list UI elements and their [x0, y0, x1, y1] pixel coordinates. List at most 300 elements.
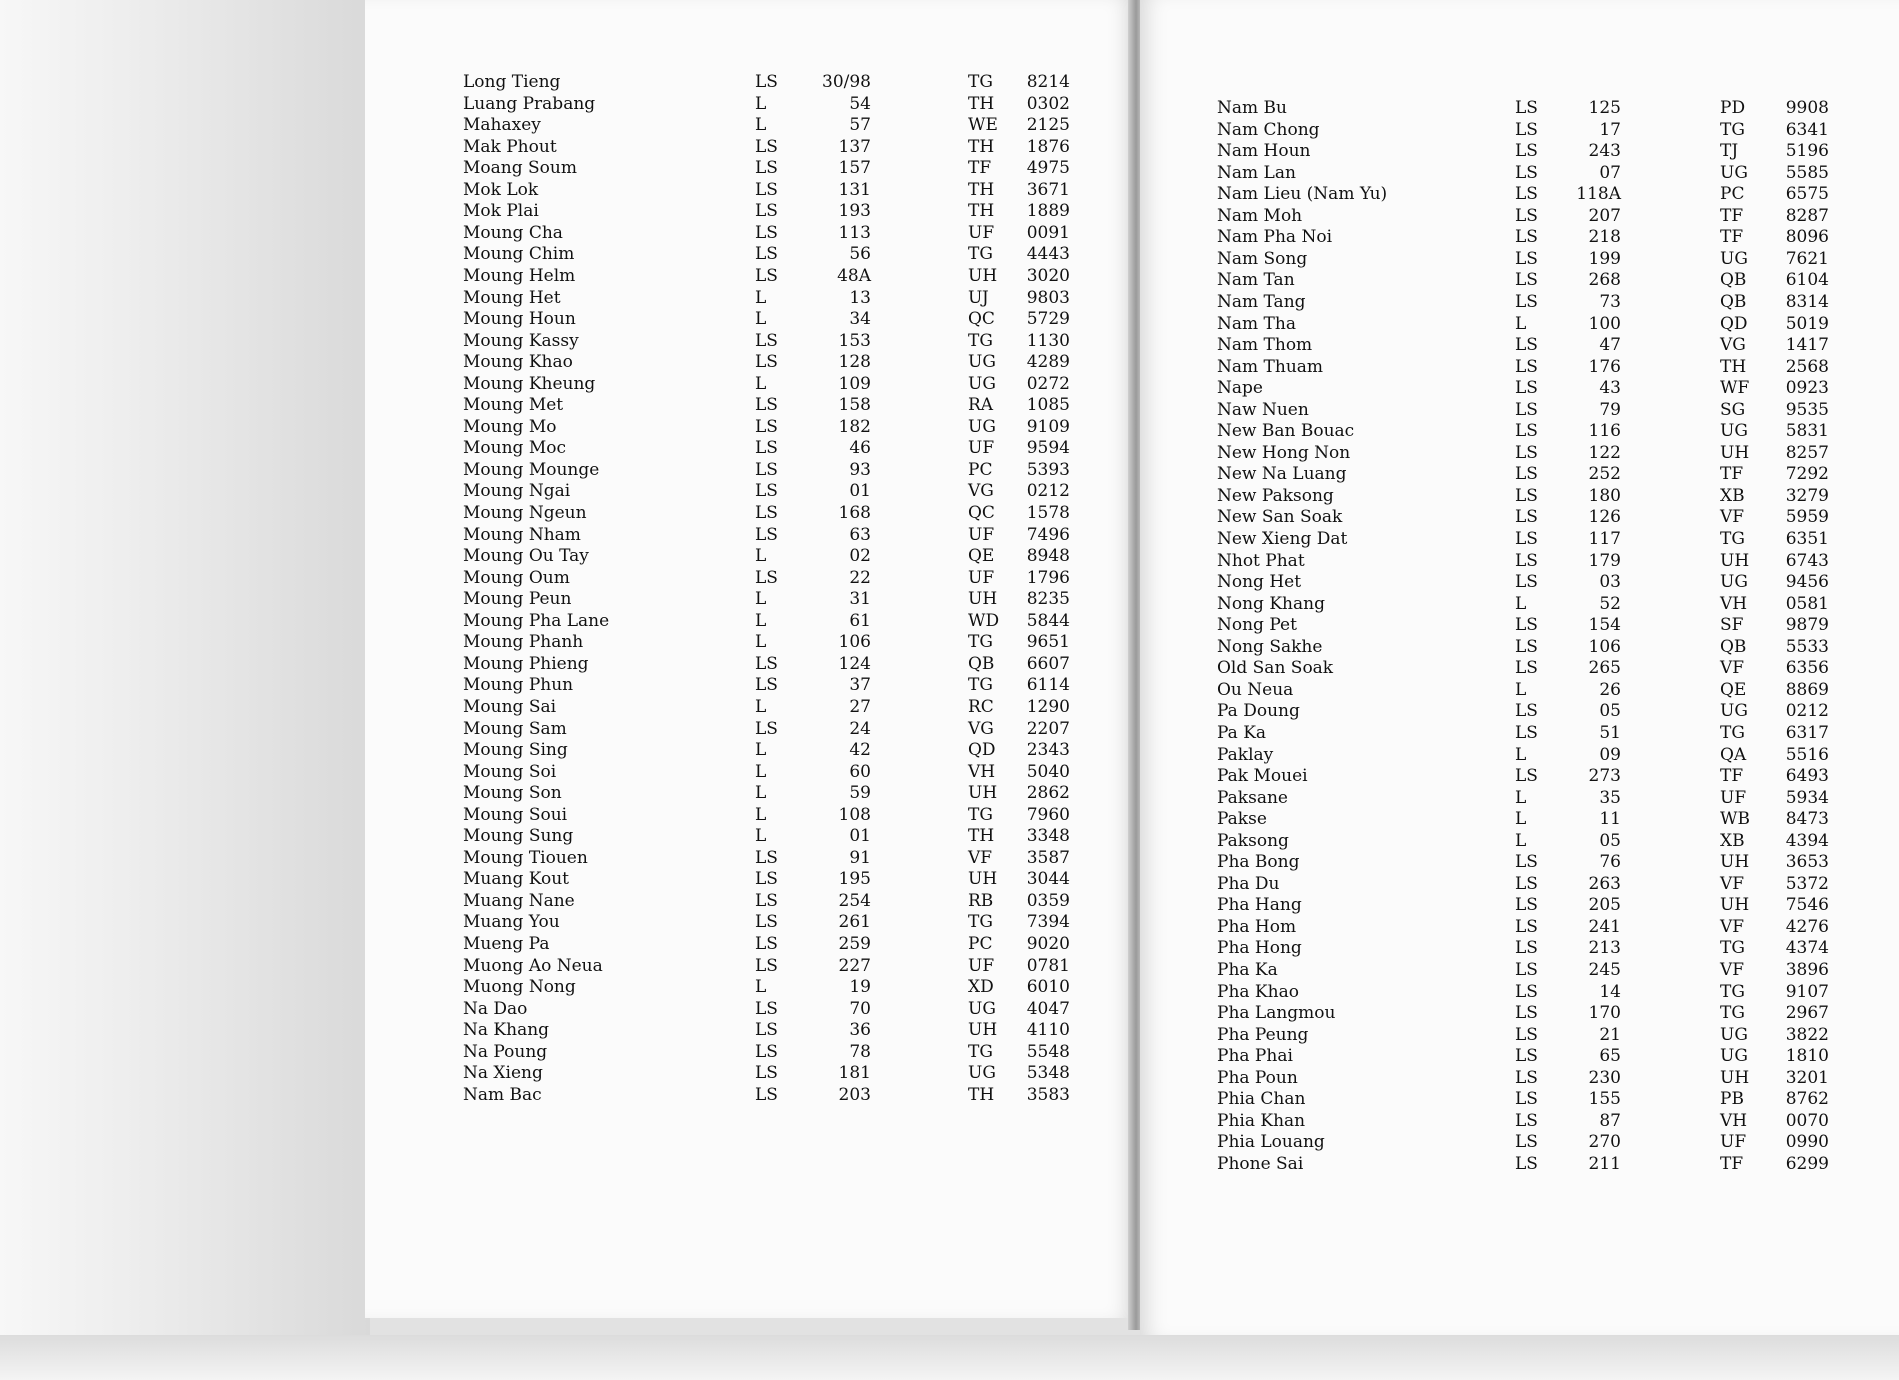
grid-coordinate: 7960 — [1026, 804, 1070, 825]
place-name: Pha Ka — [1217, 960, 1278, 980]
index-row — [365, 416, 1135, 438]
site-class: LS — [1515, 550, 1538, 571]
grid-zone: PC — [968, 934, 993, 954]
site-number: 09 — [1599, 744, 1621, 765]
place-name: Moung Mounge — [463, 459, 600, 480]
place-name: Moung Sung — [463, 826, 574, 847]
place-name: Na Xieng — [463, 1063, 543, 1084]
site-number: 195 — [838, 869, 871, 890]
grid-zone: UH — [1720, 895, 1750, 916]
site-number: 36 — [849, 1020, 871, 1041]
place-name: Nape — [1217, 378, 1263, 399]
place-name: Nam Tang — [1217, 291, 1306, 312]
grid-zone: SG — [1720, 399, 1746, 420]
index-row — [365, 567, 1135, 589]
grid-zone: XD — [968, 977, 994, 998]
grid-coordinate: 2343 — [1026, 740, 1070, 761]
site-class: LS — [755, 675, 778, 696]
index-row — [1140, 313, 1899, 335]
grid-zone: UF — [968, 438, 995, 459]
site-number: 117 — [1588, 529, 1621, 549]
index-row — [1140, 528, 1899, 550]
grid-coordinate: 4289 — [1026, 352, 1070, 373]
site-number: 155 — [1588, 1089, 1621, 1110]
grid-zone: RA — [968, 395, 994, 416]
site-number: 180 — [1588, 485, 1621, 506]
site-number: 116 — [1588, 421, 1621, 442]
grid-zone: TF — [1720, 464, 1744, 485]
site-number: 51 — [1599, 722, 1621, 743]
place-name: Moung Phieng — [463, 653, 589, 674]
site-class: LS — [755, 503, 778, 523]
site-number: 54 — [849, 93, 871, 114]
site-class: LS — [1515, 205, 1538, 226]
index-row — [1140, 420, 1899, 442]
site-class: LS — [1515, 485, 1538, 506]
place-name: Paklay — [1217, 744, 1274, 765]
site-number: 05 — [1599, 830, 1621, 851]
site-number: 265 — [1588, 658, 1621, 679]
place-name: Nong Pet — [1217, 615, 1297, 636]
site-class: LS — [755, 201, 778, 222]
grid-zone: TG — [968, 632, 993, 653]
place-name: Moung Peun — [463, 589, 572, 610]
grid-coordinate: 6607 — [1026, 653, 1070, 674]
grid-coordinate: 9879 — [1785, 615, 1829, 636]
index-row — [365, 71, 1135, 93]
index-row — [1140, 291, 1899, 313]
site-number: 126 — [1588, 507, 1621, 528]
grid-zone: UG — [1720, 572, 1748, 593]
grid-coordinate: 8287 — [1785, 205, 1829, 226]
site-number: 268 — [1588, 270, 1621, 291]
grid-coordinate: 5348 — [1026, 1063, 1070, 1084]
place-name: Muong Ao Neua — [463, 955, 603, 976]
site-class: LS — [1515, 270, 1538, 291]
grid-coordinate: 8096 — [1785, 227, 1829, 248]
place-name: Pa Doung — [1217, 701, 1300, 722]
place-name: Moung Sai — [463, 696, 557, 717]
site-class: LS — [755, 481, 778, 502]
index-row — [365, 1062, 1135, 1084]
site-number: 170 — [1588, 1003, 1621, 1024]
site-class: L — [755, 546, 767, 567]
grid-coordinate: 3201 — [1785, 1067, 1829, 1088]
grid-zone: UH — [968, 869, 998, 890]
grid-coordinate: 0923 — [1785, 378, 1829, 399]
grid-coordinate: 3653 — [1785, 852, 1829, 873]
place-name: New Na Luang — [1217, 464, 1347, 485]
scanner-bottom-edge — [0, 1335, 1899, 1380]
grid-coordinate: 0272 — [1026, 373, 1070, 394]
site-class: LS — [1515, 507, 1538, 528]
grid-zone: QC — [968, 503, 995, 523]
place-name: Na Dao — [463, 998, 528, 1019]
place-name: Moung Houn — [463, 309, 576, 330]
site-class: LS — [1515, 162, 1538, 183]
index-row — [365, 825, 1135, 847]
site-class: LS — [755, 890, 778, 911]
grid-coordinate: 4975 — [1026, 158, 1070, 179]
grid-zone: UF — [968, 222, 995, 243]
place-name: Phia Khan — [1217, 1110, 1306, 1131]
site-number: 108 — [838, 804, 871, 825]
site-class: LS — [755, 438, 778, 459]
site-number: 48A — [837, 265, 871, 286]
grid-zone: UG — [1720, 1046, 1748, 1067]
index-row — [1140, 894, 1899, 916]
site-class: LS — [1515, 464, 1538, 485]
site-number: 259 — [838, 934, 871, 954]
site-class: L — [755, 804, 767, 825]
index-row — [365, 674, 1135, 696]
grid-zone: XB — [1720, 830, 1745, 851]
site-class: LS — [1515, 1067, 1538, 1088]
place-name: Pha Hang — [1217, 895, 1302, 916]
grid-zone: UH — [968, 1020, 998, 1041]
index-row — [365, 847, 1135, 869]
grid-zone: UG — [968, 416, 996, 437]
site-class: LS — [1515, 852, 1538, 873]
place-name: Pa Ka — [1217, 722, 1267, 743]
site-number: 19 — [849, 977, 871, 998]
place-name: Moung Met — [463, 395, 564, 416]
place-name: Moung Tiouen — [463, 847, 588, 868]
grid-zone: TG — [968, 244, 993, 265]
grid-zone: TG — [968, 912, 993, 933]
site-number: 78 — [849, 1041, 871, 1062]
site-class: LS — [755, 158, 778, 179]
grid-coordinate: 2568 — [1785, 356, 1829, 377]
site-class: L — [755, 826, 767, 847]
site-number: 254 — [838, 890, 871, 911]
grid-coordinate: 2967 — [1785, 1003, 1829, 1024]
grid-zone: WB — [1720, 809, 1750, 830]
grid-coordinate: 6493 — [1785, 766, 1829, 787]
grid-coordinate: 1085 — [1026, 395, 1070, 416]
grid-zone: TG — [968, 330, 993, 351]
site-class: LS — [755, 352, 778, 373]
grid-zone: QE — [968, 546, 995, 567]
grid-zone: QB — [1720, 270, 1747, 291]
site-number: 02 — [849, 546, 871, 567]
grid-zone: VG — [968, 481, 994, 502]
index-row — [365, 136, 1135, 158]
grid-zone: RB — [968, 890, 994, 911]
site-class: L — [1515, 787, 1527, 808]
site-number: 227 — [838, 955, 871, 976]
index-row — [1140, 119, 1899, 141]
grid-zone: VF — [1720, 507, 1745, 528]
place-name: Moung Kheung — [463, 373, 596, 394]
site-number: 158 — [838, 395, 871, 416]
site-number: 203 — [838, 1084, 871, 1105]
site-number: 205 — [1588, 895, 1621, 916]
site-class: LS — [1515, 873, 1538, 894]
site-number: 57 — [849, 115, 871, 136]
grid-coordinate: 0359 — [1026, 890, 1070, 911]
left-page — [365, 0, 1135, 1318]
index-row — [365, 394, 1135, 416]
site-number: 106 — [838, 632, 871, 653]
site-class: LS — [755, 1084, 778, 1105]
site-number: 37 — [849, 675, 871, 696]
scanner-background — [0, 0, 370, 1380]
grid-zone: VG — [968, 718, 994, 739]
grid-zone: UG — [1720, 421, 1748, 442]
grid-zone: TF — [1720, 1153, 1744, 1174]
grid-coordinate: 6317 — [1785, 722, 1829, 743]
site-class: LS — [1515, 227, 1538, 248]
grid-zone: UF — [968, 524, 995, 545]
index-row — [365, 890, 1135, 912]
place-name: Moung Ngai — [463, 481, 571, 502]
place-name: Nam Chong — [1217, 119, 1320, 140]
site-number: 137 — [838, 136, 871, 157]
site-class: LS — [1515, 615, 1538, 636]
site-class: LS — [755, 912, 778, 933]
grid-zone: UH — [968, 589, 998, 610]
grid-coordinate: 5548 — [1026, 1041, 1070, 1062]
index-row — [365, 373, 1135, 395]
grid-zone: TF — [1720, 766, 1744, 787]
site-class: LS — [1515, 938, 1538, 959]
site-class: LS — [1515, 1153, 1538, 1174]
index-row — [1140, 830, 1899, 852]
place-name: Nam Song — [1217, 248, 1308, 269]
site-class: LS — [755, 567, 778, 588]
grid-coordinate: 2862 — [1026, 783, 1070, 804]
index-row — [1140, 550, 1899, 572]
place-name: Nhot Phat — [1217, 550, 1305, 571]
grid-coordinate: 9594 — [1026, 438, 1070, 459]
index-row — [1140, 356, 1899, 378]
site-class: LS — [1515, 572, 1538, 593]
site-number: 252 — [1588, 464, 1621, 485]
site-class: LS — [755, 179, 778, 200]
site-class: LS — [1515, 960, 1538, 980]
index-row — [1140, 506, 1899, 528]
place-name: Phia Chan — [1217, 1089, 1306, 1110]
place-name: Moang Soum — [463, 158, 577, 179]
site-number: 153 — [838, 330, 871, 351]
place-name: Pha Bong — [1217, 852, 1300, 873]
site-class: LS — [755, 869, 778, 890]
grid-zone: TG — [968, 804, 993, 825]
site-number: 273 — [1588, 766, 1621, 787]
site-number: 34 — [849, 309, 871, 330]
site-class: LS — [755, 1041, 778, 1062]
index-row — [1140, 571, 1899, 593]
grid-zone: PC — [1720, 184, 1745, 205]
site-class: L — [755, 287, 767, 308]
grid-zone: VF — [1720, 960, 1745, 980]
place-name: Moung Phun — [463, 675, 574, 696]
site-class: L — [755, 373, 767, 394]
grid-coordinate: 1578 — [1026, 503, 1070, 523]
site-number: 56 — [849, 244, 871, 265]
place-name: Moung Soi — [463, 761, 557, 782]
grid-coordinate: 5516 — [1785, 744, 1829, 765]
place-name: Nam Pha Noi — [1217, 227, 1333, 248]
site-class: L — [755, 632, 767, 653]
site-class: LS — [1515, 895, 1538, 916]
grid-zone: QC — [968, 309, 995, 330]
index-row — [1140, 916, 1899, 938]
grid-zone: RC — [968, 696, 994, 717]
grid-coordinate: 9803 — [1026, 287, 1070, 308]
grid-coordinate: 2125 — [1026, 115, 1070, 136]
grid-zone: UF — [968, 955, 995, 976]
grid-coordinate: 0781 — [1026, 955, 1070, 976]
place-name: Pha Peung — [1217, 1024, 1309, 1045]
grid-coordinate: 0091 — [1026, 222, 1070, 243]
grid-coordinate: 0212 — [1785, 701, 1829, 722]
site-class: LS — [755, 934, 778, 954]
site-number: 63 — [849, 524, 871, 545]
index-row — [1140, 765, 1899, 787]
site-number: 03 — [1599, 572, 1621, 593]
site-number: 270 — [1588, 1132, 1621, 1153]
site-number: 179 — [1588, 550, 1621, 571]
grid-coordinate: 4276 — [1785, 916, 1829, 937]
place-name: Nong Sakhe — [1217, 636, 1323, 657]
site-class: LS — [755, 524, 778, 545]
site-class: LS — [1515, 98, 1538, 118]
site-number: 181 — [838, 1063, 871, 1084]
place-name: Nam Tan — [1217, 270, 1295, 291]
place-name: Moung Nham — [463, 524, 581, 545]
place-name: Muong Nong — [463, 977, 576, 998]
grid-coordinate: 3044 — [1026, 869, 1070, 890]
index-row — [1140, 981, 1899, 1003]
index-row — [1140, 269, 1899, 291]
grid-coordinate: 8473 — [1785, 809, 1829, 830]
grid-coordinate: 3583 — [1026, 1084, 1070, 1105]
site-class: L — [755, 610, 767, 631]
grid-coordinate: 3348 — [1026, 826, 1070, 847]
place-name: Phia Louang — [1217, 1132, 1325, 1153]
site-class: L — [1515, 744, 1527, 765]
index-row — [1140, 873, 1899, 895]
place-name: Nong Het — [1217, 572, 1302, 593]
index-row — [1140, 463, 1899, 485]
grid-zone: TF — [1720, 205, 1744, 226]
site-class: LS — [755, 998, 778, 1019]
site-class: L — [755, 93, 767, 114]
grid-zone: VF — [1720, 658, 1745, 679]
site-class: LS — [755, 1020, 778, 1041]
grid-coordinate: 5196 — [1785, 141, 1829, 162]
place-name: New Hong Non — [1217, 442, 1351, 463]
index-row — [365, 739, 1135, 761]
site-number: 128 — [838, 352, 871, 373]
site-number: 245 — [1588, 960, 1621, 980]
site-class: LS — [755, 136, 778, 157]
grid-coordinate: 6114 — [1026, 675, 1070, 696]
place-name: Paksane — [1217, 787, 1288, 808]
place-name: Nam Lan — [1217, 162, 1296, 183]
grid-coordinate: 0302 — [1026, 93, 1070, 114]
place-name: Muang Kout — [463, 869, 569, 890]
place-name: Moung Sing — [463, 740, 568, 761]
site-number: 42 — [849, 740, 871, 761]
grid-coordinate: 7292 — [1785, 464, 1829, 485]
place-name: Moung Phanh — [463, 632, 584, 653]
grid-zone: VF — [1720, 916, 1745, 937]
site-class: LS — [1515, 1046, 1538, 1067]
site-class: L — [755, 977, 767, 998]
place-name: Old San Soak — [1217, 658, 1334, 679]
site-number: 59 — [849, 783, 871, 804]
site-class: LS — [755, 459, 778, 480]
site-class: LS — [1515, 442, 1538, 463]
index-row — [1140, 334, 1899, 356]
grid-zone: TG — [968, 72, 993, 92]
site-number: 35 — [1599, 787, 1621, 808]
site-number: 46 — [849, 438, 871, 459]
index-row — [365, 179, 1135, 201]
site-class: LS — [755, 244, 778, 265]
site-number: 213 — [1588, 938, 1621, 959]
site-class: LS — [1515, 356, 1538, 377]
grid-coordinate: 8214 — [1026, 72, 1070, 92]
grid-zone: VF — [1720, 873, 1745, 894]
index-row — [365, 868, 1135, 890]
site-number: 263 — [1588, 873, 1621, 894]
grid-zone: SF — [1720, 615, 1744, 636]
grid-coordinate: 5019 — [1785, 313, 1829, 334]
index-row — [1140, 377, 1899, 399]
site-class: LS — [755, 1063, 778, 1084]
site-class: L — [1515, 830, 1527, 851]
site-number: 118A — [1576, 184, 1621, 205]
place-name: Nong Khang — [1217, 593, 1325, 614]
site-class: LS — [1515, 1132, 1538, 1153]
grid-zone: TH — [968, 826, 995, 847]
site-number: 131 — [838, 179, 871, 200]
place-name: Moung Moc — [463, 438, 566, 459]
grid-zone: QB — [968, 653, 995, 674]
index-row — [365, 157, 1135, 179]
site-class: LS — [755, 222, 778, 243]
grid-coordinate: 1889 — [1026, 201, 1070, 222]
site-number: 207 — [1588, 205, 1621, 226]
site-number: 109 — [838, 373, 871, 394]
grid-zone: UG — [1720, 162, 1748, 183]
grid-coordinate: 7621 — [1785, 248, 1829, 269]
place-name: Moung Chim — [463, 244, 575, 265]
grid-coordinate: 8869 — [1785, 679, 1829, 700]
index-row — [1140, 248, 1899, 270]
index-row — [365, 243, 1135, 265]
place-name: Nam Thom — [1217, 335, 1313, 356]
grid-coordinate: 5959 — [1785, 507, 1829, 528]
index-row — [1140, 205, 1899, 227]
grid-coordinate: 3822 — [1785, 1024, 1829, 1045]
index-row — [365, 718, 1135, 740]
site-class: L — [1515, 679, 1527, 700]
grid-zone: PC — [968, 459, 993, 480]
grid-zone: TF — [968, 158, 992, 179]
grid-coordinate: 0212 — [1026, 481, 1070, 502]
index-row — [365, 351, 1135, 373]
site-number: 22 — [849, 567, 871, 588]
grid-zone: TG — [1720, 722, 1745, 743]
grid-zone: QB — [1720, 291, 1747, 312]
index-row — [1140, 937, 1899, 959]
place-name: Moung Khao — [463, 352, 573, 373]
